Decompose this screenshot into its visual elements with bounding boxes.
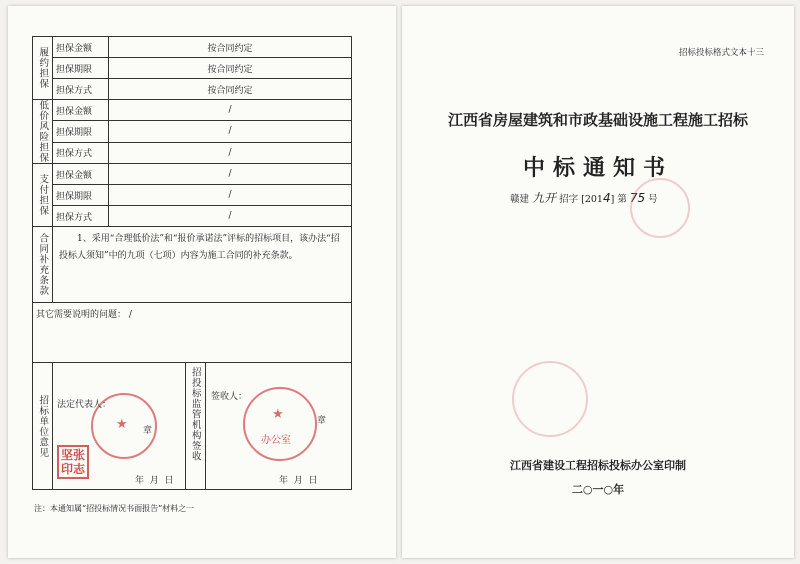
row-label: 担保方式 — [53, 206, 109, 227]
supervisor-seal-mark: 章 — [317, 416, 327, 426]
doc-suffix: 号 — [648, 194, 658, 205]
row-label: 担保期限 — [53, 185, 109, 206]
tenderer-date: 年 月 日 — [135, 476, 174, 486]
print-year: 二○一○年 — [571, 483, 625, 496]
supervisor-date: 年 月 日 — [279, 476, 318, 486]
row-value: / — [109, 121, 352, 142]
supervisor-seal — [243, 387, 317, 461]
group-label-tenderer-opinion: 招标单位意见 — [33, 363, 53, 490]
signature-divider — [185, 363, 186, 489]
row-label: 担保期限 — [53, 121, 109, 142]
row-label: 担保金额 — [53, 100, 109, 121]
row-label: 担保期限 — [53, 58, 109, 79]
doc-prefix: 赣建 — [510, 194, 530, 205]
group-label-contract-clause: 合同补充条款 — [33, 227, 53, 303]
receiver-label: 签收人： — [211, 392, 248, 402]
signature-divider — [205, 363, 206, 489]
supervisor-label: 招投标监管机构签收 — [189, 367, 201, 462]
group-label-payment: 支付担保 — [33, 164, 53, 227]
document-title: 江西省房屋建筑和市政基础设施工程施工招标 — [447, 111, 748, 129]
row-label: 担保金额 — [53, 164, 109, 185]
seal-star-icon: ★ — [116, 417, 128, 432]
signature-seal: 坚张 印志 — [57, 445, 89, 479]
office-seal-text: 办公室 — [261, 435, 291, 446]
row-value: / — [109, 206, 352, 227]
doc-handwritten-number: 75 — [629, 191, 646, 205]
faint-seal — [630, 178, 690, 238]
right-page — [402, 6, 794, 558]
seal-star-icon: ★ — [272, 407, 284, 422]
faint-seal — [512, 361, 588, 437]
left-page — [8, 6, 396, 558]
document-subtitle: 中标通知书 — [522, 155, 673, 181]
guarantee-table — [32, 36, 352, 490]
row-value: 按合同约定 — [109, 79, 352, 100]
doc-mid2: ] 第 — [610, 194, 627, 205]
row-label: 担保方式 — [53, 142, 109, 163]
signature-area — [53, 363, 351, 489]
printer-line: 江西省建设工程招标投标办公室印制 — [510, 459, 686, 472]
tenderer-seal-mark: 章 — [143, 426, 153, 436]
doc-handwritten-code: 九开 — [532, 191, 557, 205]
row-value: / — [109, 100, 352, 121]
group-label-low-price-risk: 低价风险担保 — [33, 100, 53, 164]
row-label: 担保方式 — [53, 79, 109, 100]
doc-handwritten-year: 4 — [602, 191, 611, 205]
row-value: 按合同约定 — [109, 58, 352, 79]
footnote: 注：本通知属“招投标情况书面报告”材料之一 — [34, 504, 195, 513]
other-matters: 其它需要说明的问题： / — [33, 303, 352, 363]
legal-rep-label: 法定代表人： — [57, 400, 112, 410]
contract-clause-text: 1、采用“合理低价法”和“报价承诺法”评标的招标项目，该办法“招投标人须知”中的九项（七项）内容为施工合同的补充条款。 — [59, 234, 340, 261]
row-label: 担保金额 — [53, 37, 109, 58]
form-number: 招标投标格式文本十三 — [678, 48, 764, 58]
group-label-performance: 履约担保 — [33, 37, 53, 100]
doc-mid: 招字 [201 — [559, 194, 603, 205]
row-value: 按合同约定 — [109, 37, 352, 58]
row-value: / — [109, 142, 352, 163]
row-value: / — [109, 185, 352, 206]
row-value: / — [109, 164, 352, 185]
